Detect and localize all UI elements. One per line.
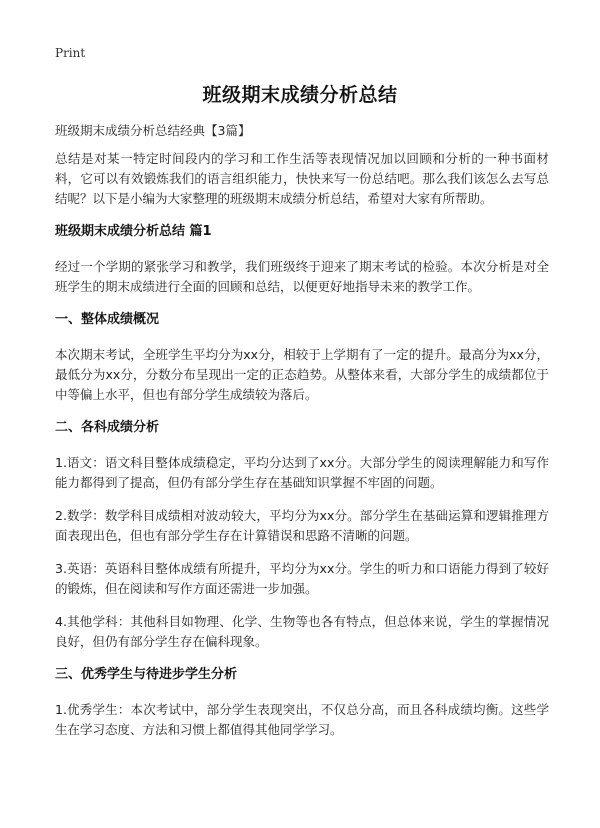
overview-paragraph: 本次期末考试，全班学生平均分为xx分，相较于上学期有了一定的提升。最高分为xx分，最低分为xx分，分数分布呈现出一定的正态趋势。从整体来看，大部分学生的成绩都位于中等偏上水平，但也有部分学生成绩较为落后。 [55,347,549,402]
subject-paragraph-other: 4.其他学科：其他科目如物理、化学、生物等也各有特点，但总体来说，学生的掌握情况良好，但仍有部分学生存在偏科现象。 [55,614,549,649]
section-heading-overview: 一、整体成绩概况 [55,312,160,327]
document-subtitle: 班级期末成绩分析总结经典【3篇】 [55,123,251,138]
section-heading-students: 三、优秀学生与待进步学生分析 [55,667,238,682]
subject-paragraph-english: 3.英语：英语科目整体成绩有所提升，平均分为xx分。学生的听力和口语能力得到了较好的锻炼，但在阅读和写作方面还需进一步加强。 [55,561,549,596]
subject-paragraph-math: 2.数学：数学科目成绩相对波动较大，平均分为xx分。部分学生在基础运算和逻辑推理方面表现出色，但也有部分学生存在计算错误和思路不清晰的问题。 [55,508,549,543]
print-link[interactable]: Print [55,46,86,60]
article-heading: 班级期末成绩分析总结 篇1 [55,224,212,239]
page-title: 班级期末成绩分析总结 [202,84,398,106]
document-body [55,149,549,753]
intro-paragraph: 总结是对某一特定时间段内的学习和工作生活等表现情况加以回顾和分析的一种书面材料，它可以有效锻炼我们的语言组织能力，快快来写一份总结吧。那么我们该怎么去写总结呢？以下是小编为大家整理的班级期末成绩分析总结，希望对大家有所帮助。 [55,151,549,206]
students-paragraph-excellent: 1.优秀学生：本次考试中，部分学生表现突出，不仅总分高，而且各科成绩均衡。这些学生在学习态度、方法和习惯上都值得其他同学学习。 [55,702,549,737]
section-heading-subjects: 二、各科成绩分析 [55,420,160,435]
subject-paragraph-chinese: 1.语文：语文科目整体成绩稳定，平均分达到了xx分。大部分学生的阅读理解能力和写作能力都得到了提高，但仍有部分学生存在基础知识掌握不牢固的问题。 [55,455,549,490]
article-intro-paragraph: 经过一个学期的紧张学习和教学，我们班级终于迎来了期末考试的检验。本次分析是对全班学生的期末成绩进行全面的回顾和总结，以便更好地指导未来的教学工作。 [55,259,549,294]
